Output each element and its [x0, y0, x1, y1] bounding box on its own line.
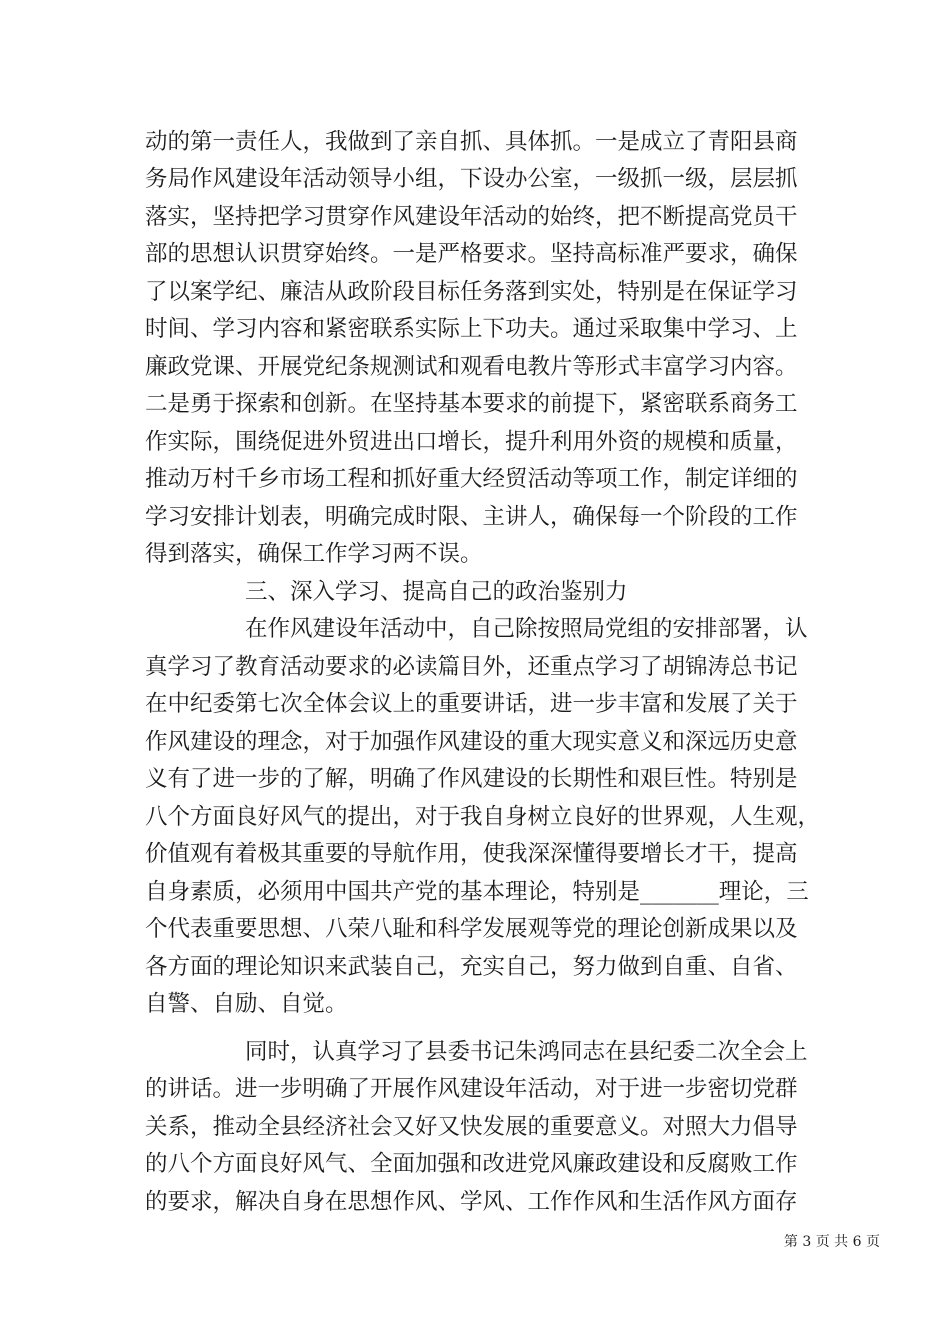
paragraph-line: 的讲话。进一步明确了开展作风建设年活动，对于进一步密切党群	[145, 1076, 798, 1102]
paragraph-line: 八个方面良好风气的提出，对于我自身树立良好的世界观，人生观，	[145, 804, 821, 830]
paragraph-line: 价值观有着极其重要的导航作用，使我深深懂得要增长才干，提高	[145, 841, 798, 867]
paragraph-line: 时间、学习内容和紧密联系实际上下功夫。通过采取集中学习、上	[145, 316, 798, 342]
paragraph-line: 落实，坚持把学习贯穿作风建设年活动的始终，把不断提高党员干	[145, 204, 798, 230]
paragraph-line: 推动万村千乡市场工程和抓好重大经贸活动等项工作，制定详细的	[145, 466, 798, 492]
paragraph-line: 自身素质，必须用中国共产党的基本理论，特别是_______理论，三	[145, 879, 809, 905]
paragraph-line: 在中纪委第七次全体会议上的重要讲话，进一步丰富和发展了关于	[145, 691, 798, 717]
paragraph-line: 关系，推动全县经济社会又好又快发展的重要意义。对照大力倡导	[145, 1114, 798, 1140]
paragraph-line: 的要求，解决自身在思想作风、学风、工作作风和生活作风方面存	[145, 1189, 798, 1215]
paragraph-line: 义有了进一步的了解，明确了作风建设的长期性和艰巨性。特别是	[145, 766, 798, 792]
paragraph-line: 务局作风建设年活动领导小组，下设办公室，一级抓一级，层层抓	[145, 166, 798, 192]
paragraph-line: 的八个方面良好风气、全面加强和改进党风廉政建设和反腐败工作	[145, 1151, 798, 1177]
paragraph-line: 在作风建设年活动中，自己除按照局党组的安排部署，认	[245, 616, 808, 642]
paragraph-line: 得到落实，确保工作学习两不误。	[145, 541, 483, 567]
paragraph-line: 个代表重要思想、八荣八耻和科学发展观等党的理论创新成果以及	[145, 916, 798, 942]
paragraph-line: 了以案学纪、廉洁从政阶段目标任务落到实处，特别是在保证学习	[145, 279, 798, 305]
paragraph-line: 部的思想认识贯穿始终。一是严格要求。坚持高标准严要求，确保	[145, 241, 798, 267]
paragraph-line: 作风建设的理念，对于加强作风建设的重大现实意义和深远历史意	[145, 729, 798, 755]
paragraph-line: 动的第一责任人，我做到了亲自抓、具体抓。一是成立了青阳县商	[145, 129, 798, 155]
paragraph-line: 作实际，围绕促进外贸进出口增长，提升利用外资的规模和质量，	[145, 429, 798, 455]
paragraph-line: 学习安排计划表，明确完成时限、主讲人，确保每一个阶段的工作	[145, 504, 798, 530]
paragraph-line: 廉政党课、开展党纪条规测试和观看电教片等形式丰富学习内容。	[145, 354, 798, 380]
paragraph-line: 真学习了教育活动要求的必读篇目外，还重点学习了胡锦涛总书记	[145, 654, 798, 680]
paragraph-line: 同时，认真学习了县委书记朱鸿同志在县纪委二次全会上	[245, 1039, 808, 1065]
section-heading: 三、深入学习、提高自己的政治鉴别力	[245, 579, 628, 605]
paragraph-line: 自警、自励、自觉。	[145, 991, 348, 1017]
paragraph-line: 二是勇于探索和创新。在坚持基本要求的前提下，紧密联系商务工	[145, 391, 798, 417]
paragraph-line: 各方面的理论知识来武装自己，充实自己，努力做到自重、自省、	[145, 954, 798, 980]
page-number: 第 3 页 共 6 页	[783, 1234, 880, 1250]
